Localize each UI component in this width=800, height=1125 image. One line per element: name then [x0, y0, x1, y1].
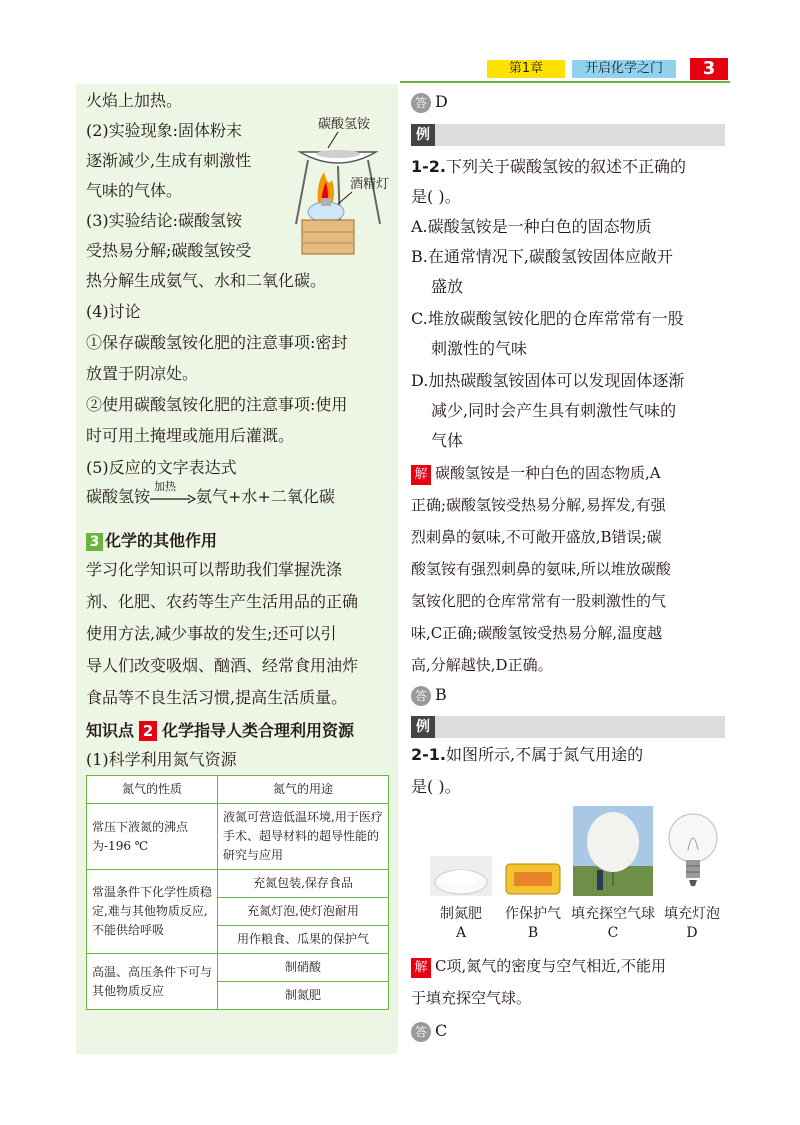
explanation-line: 烈刺鼻的氨味,不可敞开盛放,B错误;碳: [411, 528, 662, 546]
image-caption-a: 制氮肥: [440, 906, 482, 922]
explanation-line: 高,分解越快,D正确。: [411, 656, 553, 674]
image-caption-b: 作保护气: [505, 906, 561, 922]
left-line: ①保存碳酸氢铵化肥的注意事项:密封: [86, 333, 348, 352]
table-cell: 充氮包装,保存食品: [218, 870, 389, 898]
kp-number: 2: [139, 721, 157, 741]
section3-line: 导人们改变吸烟、酗酒、经常食用油炸: [86, 656, 359, 675]
image-letter-d: D: [686, 925, 698, 941]
subheading: (1)科学利用氮气资源: [86, 750, 237, 769]
question-stem-cont: 是( )。: [411, 777, 461, 796]
section3-heading: [86, 528, 217, 551]
explanation-line: [411, 955, 666, 978]
left-line: (3)实验结论:碳酸氢铵: [86, 211, 243, 230]
left-line: (2)实验现象:固体粉末: [86, 121, 243, 140]
left-line: 放置于阴凉处。: [86, 364, 199, 383]
image-caption-d: 填充灯泡: [664, 906, 720, 922]
left-line: (4)讨论: [86, 302, 141, 321]
table-row: [87, 870, 389, 898]
explanation-line: [411, 462, 661, 485]
equation-reactant: 碳酸氢铵: [86, 487, 151, 506]
table-row: [87, 954, 389, 982]
table-cell: 高温、高压条件下可与其他物质反应: [87, 954, 218, 1010]
table-header-cell: 氮气的性质: [87, 776, 218, 804]
explanation-line: 味,C正确;碳酸氢铵受热易分解,温度越: [411, 624, 663, 642]
image-caption-c: 填充探空气球: [571, 906, 655, 922]
section3-line: 剂、化肥、农药等生产生活用品的正确: [86, 592, 359, 611]
question-number: 2-1.: [411, 745, 446, 764]
section3-number: 3: [86, 533, 103, 551]
word-equation: [86, 479, 335, 508]
section3-line: 食品等不良生活习惯,提高生活质量。: [86, 688, 348, 707]
explain-badge: 解: [411, 465, 431, 485]
section3-line: 学习化学知识可以帮助我们掌握洗涤: [86, 560, 343, 579]
question-number: 1-2.: [411, 157, 446, 176]
kp-title: 化学指导人类合理利用资源: [162, 721, 355, 740]
answer-value: B: [435, 685, 447, 704]
answer-line: [411, 1020, 447, 1042]
reaction-arrow: [150, 479, 196, 508]
question-stem-cont: 是( )。: [411, 187, 461, 206]
answer-value: D: [435, 92, 448, 111]
left-line: 气味的气体。: [86, 181, 183, 200]
question-stem: [411, 156, 686, 178]
image-letter-c: C: [607, 925, 619, 941]
table-cell: 制硝酸: [218, 954, 389, 982]
section3-title: 化学的其他作用: [105, 531, 218, 550]
option: B.在通常情况下,碳酸氢铵固体应敞开: [411, 247, 673, 266]
image-letter-b: B: [527, 925, 539, 941]
left-line: 火焰上加热。: [86, 91, 183, 110]
answer-badge: 答: [411, 1022, 431, 1042]
header-rule: [400, 81, 730, 83]
answer-line: [411, 91, 448, 113]
heating-apparatus-illustration: [288, 112, 398, 262]
table-row: [87, 804, 389, 870]
equation-products: 氨气+水+二氧化碳: [196, 487, 335, 506]
example-bar: [411, 124, 725, 146]
table-cell: 制氮肥: [218, 982, 389, 1010]
page-number: 3: [690, 58, 728, 80]
question-stem-text: 下列关于碳酸氢铵的叙述不正确的: [445, 157, 686, 176]
answer-badge: 答: [411, 93, 431, 113]
option: A.碳酸氢铵是一种白色的固态物质: [411, 217, 652, 236]
table-cell: 用作粮食、瓜果的保护气: [218, 926, 389, 954]
fertilizer-photo: [430, 856, 492, 896]
knowledge-point-heading: [86, 718, 354, 741]
example-bar: [411, 716, 725, 738]
food-package-photo: [502, 856, 564, 896]
apparatus-label-lamp: 酒精灯: [350, 177, 390, 192]
table-cell: 常温条件下化学性质稳定,难与其他物质反应,不能供给呼吸: [87, 870, 218, 954]
kp-prefix: 知识点: [86, 721, 135, 740]
table-cell: 充氮灯泡,使灯泡耐用: [218, 898, 389, 926]
section3-line: 使用方法,减少事故的发生;还可以引: [86, 624, 337, 643]
left-line: 热分解生成氨气、水和二氧化碳。: [86, 271, 327, 290]
answer-value: C: [435, 1021, 448, 1040]
table-cell: 常压下液氮的沸点为-196 ℃: [87, 804, 218, 870]
option-cont: 气体: [431, 431, 464, 450]
explain-badge: 解: [411, 958, 431, 978]
explanation-line: 氢铵化肥的仓库常常有一股刺激性的气: [411, 592, 667, 610]
apparatus-label-top: 碳酸氢铵: [318, 117, 371, 132]
table-header-cell: 氮气的用途: [218, 776, 389, 804]
explanation-line: 酸氢铵有强烈刺鼻的氨味,所以堆放碳酸: [411, 560, 671, 578]
option-cont: 盛放: [431, 277, 464, 296]
equation-condition: 加热: [154, 479, 177, 493]
left-line: (5)反应的文字表达式: [86, 458, 237, 477]
left-line: 逐渐减少,生成有刺激性: [86, 151, 252, 170]
example-label: 例: [411, 124, 435, 146]
explanation-line: 于填充探空气球。: [411, 989, 532, 1007]
answer-line: [411, 684, 447, 706]
left-line: 时可用土掩埋或施用后灌溉。: [86, 426, 295, 445]
example-label: 例: [411, 716, 435, 738]
table-cell: 液氮可营造低温环境,用于医疗手术、超导材料的超导性能的研究与应用: [218, 804, 389, 870]
explanation-line: 正确;碳酸氢铵受热易分解,易挥发,有强: [411, 496, 666, 514]
image-letter-a: A: [455, 925, 467, 941]
chapter-title: 开启化学之门: [572, 60, 676, 78]
question-stem: [411, 744, 643, 766]
chapter-badge: 第1章: [487, 60, 565, 78]
question-stem-text: 如图所示,不属于氮气用途的: [445, 745, 644, 764]
explanation-text: C项,氮气的密度与空气相近,不能用: [435, 957, 667, 975]
nitrogen-table: [86, 775, 389, 1010]
explanation-text: 碳酸氢铵是一种白色的固态物质,A: [435, 464, 661, 482]
weather-balloon-photo: [573, 806, 653, 896]
option: C.堆放碳酸氢铵化肥的仓库常常有一股: [411, 309, 684, 328]
option-cont: 减少,同时会产生具有刺激性气味的: [431, 401, 677, 420]
option: D.加热碳酸氢铵固体可以发现固体逐渐: [411, 371, 685, 390]
table-header-row: [87, 776, 389, 804]
light-bulb-photo: [662, 806, 724, 896]
answer-badge: 答: [411, 686, 431, 706]
left-line: 受热易分解;碳酸氢铵受: [86, 241, 252, 260]
option-cont: 刺激性的气味: [431, 339, 528, 358]
left-line: ②使用碳酸氢铵化肥的注意事项:使用: [86, 395, 348, 414]
